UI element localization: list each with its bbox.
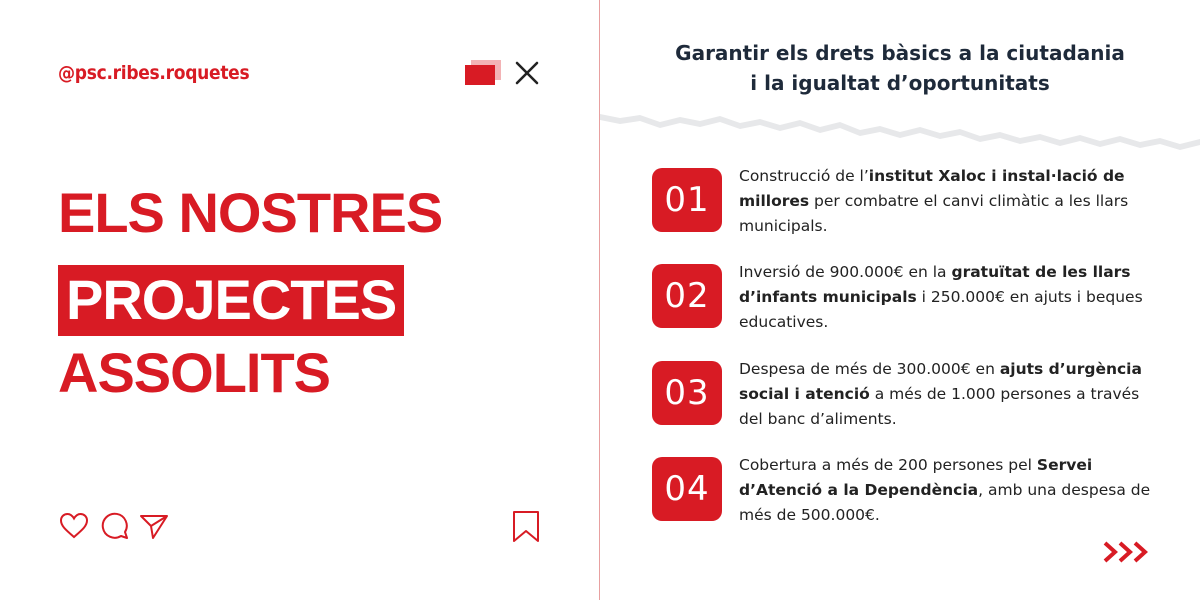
item-number: 03 xyxy=(652,361,722,425)
item-number: 02 xyxy=(652,264,722,328)
post-actions xyxy=(58,510,538,544)
item-text: Despesa de més de 300.000€ en ajuts d’urgència social i atenció a més de 1.000 persones a través del banc d’aliments. xyxy=(739,360,1142,428)
heading-line-2: i la igualtat d’oportunitats xyxy=(750,71,1050,95)
bookmark-icon[interactable] xyxy=(511,510,541,544)
window-icon xyxy=(465,60,501,86)
list-item xyxy=(652,168,1172,248)
item-number: 01 xyxy=(652,168,722,232)
title-line-1: ELS NOSTRES xyxy=(58,181,443,244)
title-line-2-highlight: PROJECTES xyxy=(58,265,404,336)
item-number: 04 xyxy=(652,457,722,521)
item-text: Cobertura a més de 200 persones pel Servei d’Atenció a la Dependència, amb una despesa de més de 500.000€. xyxy=(739,456,1151,524)
chevrons-right-icon[interactable] xyxy=(1103,540,1153,564)
list-item xyxy=(652,361,1172,441)
heart-icon[interactable] xyxy=(58,510,90,542)
item-text: Construcció de l’institut Xaloc i instal·lació de millores per combatre el canvi climàtic a les llars municipals. xyxy=(739,167,1129,235)
list-item xyxy=(652,457,1172,537)
torn-paper-edge xyxy=(600,108,1200,168)
heading-line-1: Garantir els drets bàsics a la ciutadania xyxy=(675,41,1125,65)
send-icon[interactable] xyxy=(138,510,170,542)
comment-icon[interactable] xyxy=(98,510,130,542)
right-panel xyxy=(600,0,1200,600)
item-text: Inversió de 900.000€ en la gratuïtat de les llars d’infants municipals i 250.000€ en ajuts i beques educatives. xyxy=(739,263,1143,331)
close-icon[interactable] xyxy=(514,60,540,86)
title-line-3: ASSOLITS xyxy=(58,341,331,404)
account-handle: @psc.ribes.roquetes xyxy=(58,62,250,84)
list-item xyxy=(652,264,1172,344)
section-heading xyxy=(600,38,1200,98)
